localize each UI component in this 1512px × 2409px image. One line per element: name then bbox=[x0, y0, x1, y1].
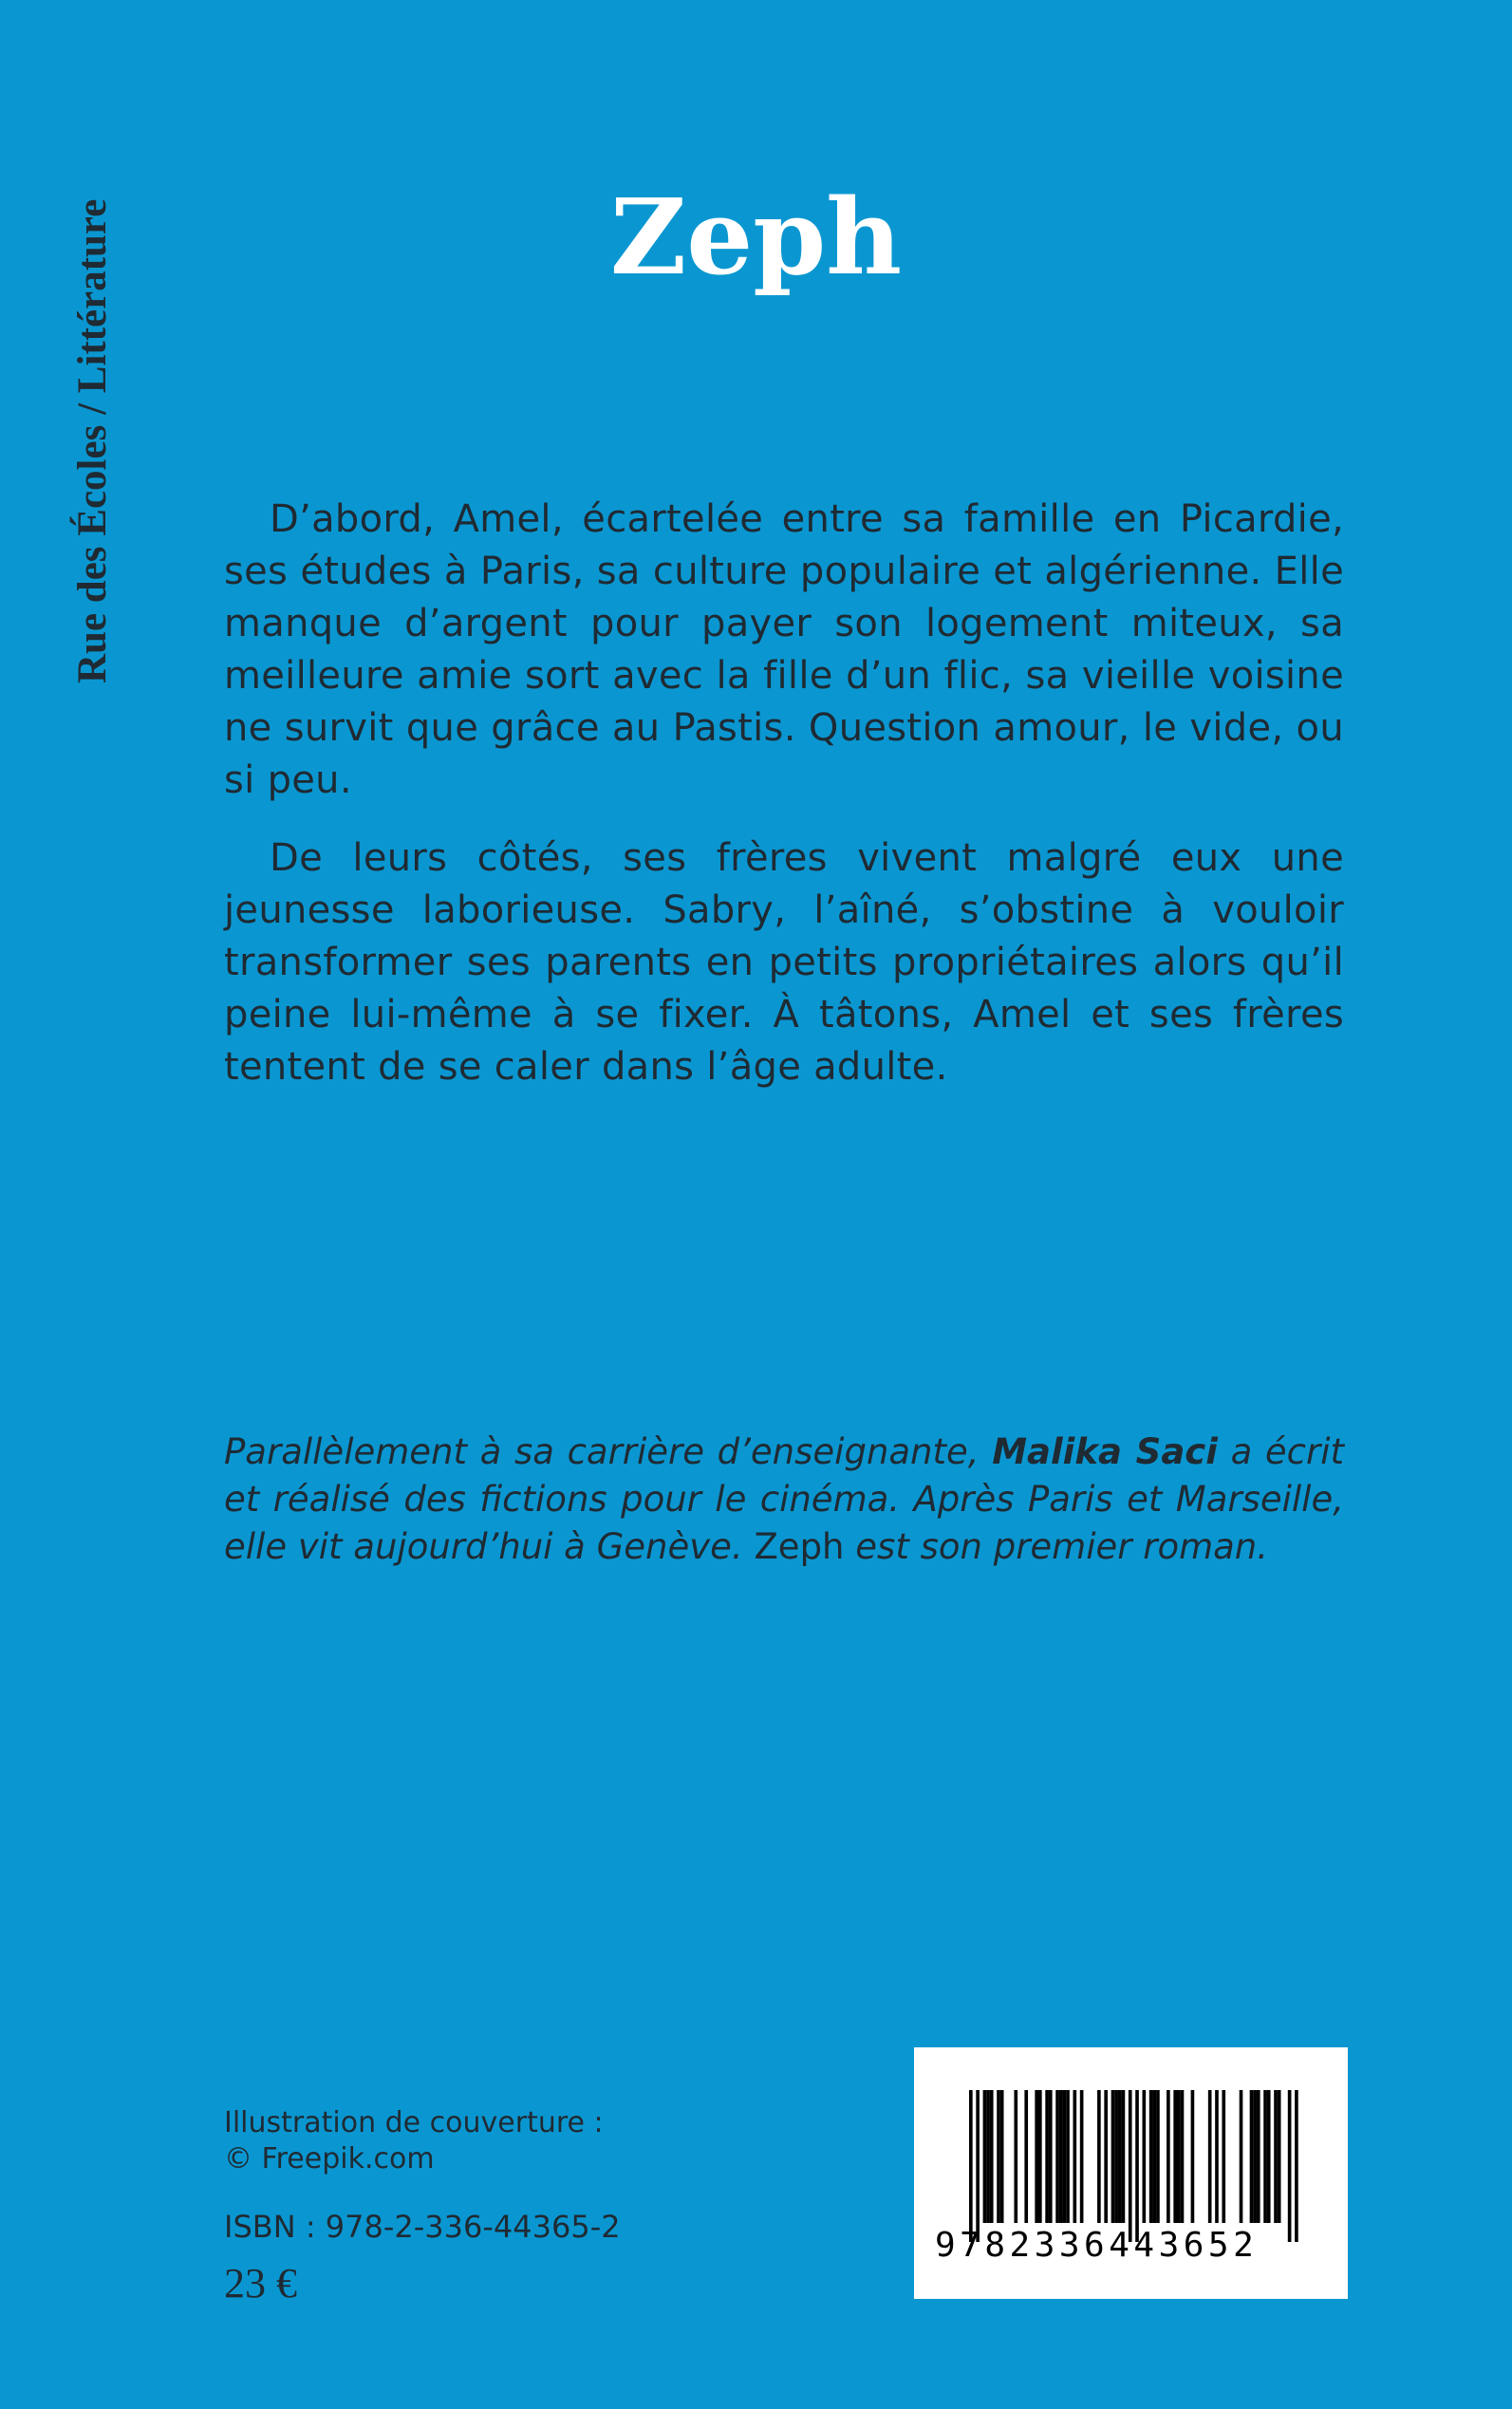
barcode bbox=[914, 2047, 1348, 2299]
author-name: Malika Saci bbox=[992, 1431, 1218, 1472]
isbn-text: ISBN : 978-2-336-44365-2 bbox=[224, 2209, 621, 2245]
book-title: Zeph bbox=[609, 176, 903, 298]
barcode-digits: 9782336443652 bbox=[935, 2226, 1259, 2265]
barcode-bar bbox=[1181, 2090, 1185, 2223]
barcode-bar bbox=[969, 2090, 973, 2242]
barcode-bar bbox=[1014, 2090, 1017, 2223]
barcode-bar bbox=[1049, 2090, 1053, 2223]
barcode-bar bbox=[1295, 2090, 1298, 2242]
barcode-bar bbox=[1149, 2090, 1153, 2223]
barcode-bar bbox=[1059, 2090, 1063, 2223]
barcode-bar bbox=[1274, 2090, 1278, 2223]
barcode-bar bbox=[1288, 2090, 1292, 2242]
barcode-bar bbox=[1143, 2090, 1147, 2223]
blurb-paragraph-2: De leurs côtés, ses frères vivent malgré eux une jeunesse laborieuse. Sabry, l’aîné, s’obstine à vouloir transformer ses parents en petits propriétaires alors qu’il peine lui-même à se fixer. À tâtons, Amel et ses frères tentent de se caler dans l’âge adulte. bbox=[224, 836, 1344, 1089]
barcode-bar bbox=[1222, 2090, 1225, 2223]
barcode-bar bbox=[990, 2090, 994, 2223]
barcode-bar bbox=[1129, 2090, 1132, 2242]
barcode-bar bbox=[1135, 2090, 1139, 2242]
barcode-bar bbox=[1167, 2090, 1170, 2223]
barcode-bar bbox=[1080, 2090, 1084, 2223]
barcode-bar bbox=[1267, 2090, 1271, 2223]
credits-line-2: © Freepik.com bbox=[224, 2142, 435, 2176]
barcode-bar bbox=[1097, 2090, 1101, 2223]
barcode-bar bbox=[1122, 2090, 1126, 2223]
barcode-bar bbox=[1024, 2090, 1028, 2223]
barcode-bar bbox=[1278, 2090, 1281, 2223]
barcode-bar bbox=[1035, 2090, 1038, 2223]
barcode-bar bbox=[1177, 2090, 1181, 2223]
barcode-bar bbox=[1104, 2090, 1108, 2223]
barcode-bar bbox=[1152, 2090, 1156, 2223]
credits-line-1: Illustration de couverture : bbox=[224, 2106, 604, 2139]
barcode-bar bbox=[1055, 2090, 1059, 2223]
barcode-bar bbox=[1114, 2090, 1118, 2223]
back-cover-blurb bbox=[224, 494, 1344, 1119]
cover-credits bbox=[224, 2105, 604, 2177]
barcode-bar bbox=[1253, 2090, 1257, 2223]
bio-text-1: Parallèlement à sa carrière d’enseignante, bbox=[224, 1431, 993, 1472]
barcode-bar bbox=[1257, 2090, 1260, 2223]
barcode-bar bbox=[1250, 2090, 1254, 2223]
barcode-bar bbox=[1045, 2090, 1049, 2223]
barcode-bar bbox=[1038, 2090, 1042, 2223]
barcode-bar bbox=[997, 2090, 1000, 2223]
author-bio bbox=[224, 1429, 1344, 1571]
barcode-bar bbox=[1063, 2090, 1067, 2223]
bio-text-3: est son premier roman. bbox=[844, 1526, 1269, 1567]
barcode-bar bbox=[1111, 2090, 1115, 2223]
barcode-bar bbox=[1156, 2090, 1160, 2223]
barcode-bar bbox=[1191, 2090, 1195, 2223]
barcode-bar bbox=[1215, 2090, 1219, 2223]
barcode-bar bbox=[1173, 2090, 1177, 2223]
barcode-bar bbox=[1240, 2090, 1243, 2223]
barcode-bar bbox=[1000, 2090, 1004, 2223]
barcode-bar bbox=[1073, 2090, 1077, 2223]
spine-collection-label: Rue des Écoles / Littérature bbox=[70, 198, 115, 683]
blurb-paragraph-1: D’abord, Amel, écartelée entre sa famille en Picardie, ses études à Paris, sa culture populaire et algérienne. Elle manque d’argent pour payer son logement miteux, sa meilleure amie sort avec la fille d’un flic, sa vieille voisine ne survit que grâce au Pastis. Question amour, le vide, ou si peu. bbox=[224, 497, 1344, 802]
barcode-bar bbox=[1066, 2090, 1070, 2223]
barcode-bar bbox=[983, 2090, 987, 2223]
barcode-bar bbox=[976, 2090, 980, 2242]
barcode-bar bbox=[986, 2090, 990, 2223]
price-text: 23 € bbox=[224, 2260, 297, 2306]
bio-text-2: a écrit et réalisé des fictions pour le cinéma. Après Paris et Marseille, elle vit aujourd’hui à Genève. bbox=[224, 1431, 1344, 1567]
barcode-bar bbox=[1263, 2090, 1267, 2223]
bio-book-title: Zeph bbox=[754, 1526, 845, 1567]
barcode-bar bbox=[1118, 2090, 1122, 2223]
barcode-bar bbox=[1208, 2090, 1212, 2223]
